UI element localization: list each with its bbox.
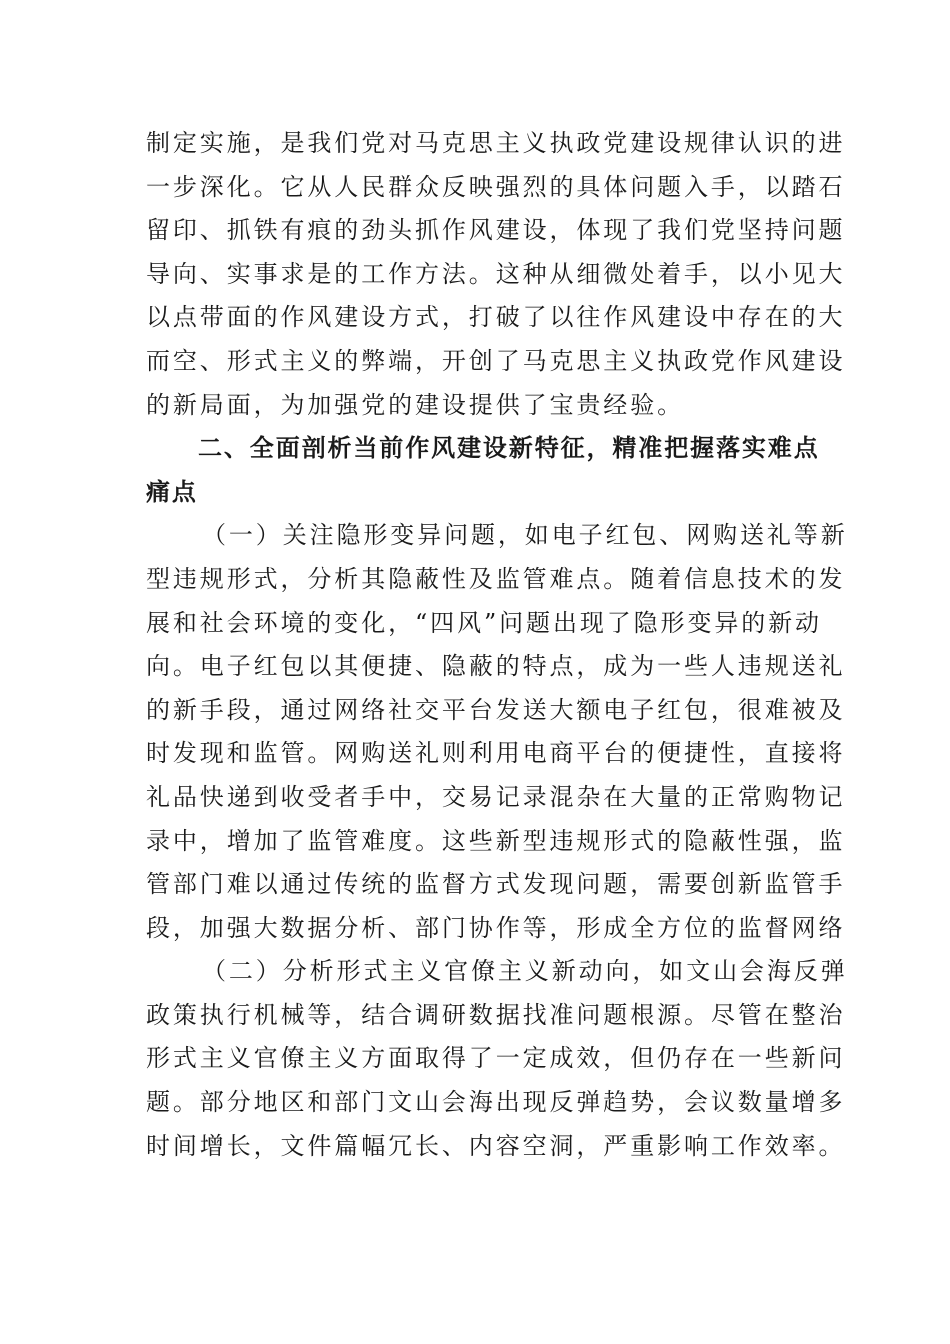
heading-line: 痛点 (146, 477, 198, 506)
text-line: 一步深化。它从人民群众反映强烈的具体问题入手，以踏石 (146, 172, 846, 201)
text-line: 留印、抓铁有痕的劲头抓作风建设，体现了我们党坚持问题 (146, 216, 846, 245)
paragraph-sub-2 (146, 950, 848, 1168)
text-line: 时发现和监管。网购送礼则利用电商平台的便捷性，直接将 (146, 739, 846, 768)
text-line: 形式主义官僚主义方面取得了一定成效，但仍存在一些新问 (146, 1044, 846, 1073)
document-page (146, 122, 848, 1168)
text-line: 制定实施，是我们党对马克思主义执政党建设规律认识的进 (146, 129, 846, 157)
text-line: 礼品快递到收受者手中，交易记录混杂在大量的正常购物记 (146, 782, 846, 811)
text-line: 而空、形式主义的弊端，开创了马克思主义执政党作风建设 (146, 346, 846, 375)
text-line: 展和社会环境的变化，“四风”问题出现了隐形变异的新动 (146, 608, 822, 637)
text-line: 向。电子红包以其便捷、隐蔽的特点，成为一些人违规送礼 (146, 652, 846, 681)
text-line: 的新局面，为加强党的建设提供了宝贵经验。 (146, 390, 684, 419)
text-line: 管部门难以通过传统的监督方式发现问题，需要创新监管手 (146, 870, 846, 899)
text-line: 型违规形式，分析其隐蔽性及监管难点。随着信息技术的发 (146, 564, 846, 593)
paragraph-intro (146, 122, 846, 427)
heading-line: 二、全面剖析当前作风建设新特征，精准把握落实难点 (198, 434, 820, 463)
text-line: 题。部分地区和部门文山会海出现反弹趋势，会议数量增多 (146, 1088, 846, 1117)
text-line: 录中，增加了监管难度。这些新型违规形式的隐蔽性强，监 (146, 826, 846, 855)
text-line: 导向、实事求是的工作方法。这种从细微处着手，以小见大 (146, 259, 846, 288)
text-line: 的新手段，通过网络社交平台发送大额电子红包，很难被及 (146, 695, 846, 724)
paragraph-sub-1 (146, 514, 848, 950)
section-heading-2 (146, 427, 820, 514)
text-line: （二）分析形式主义官僚主义新动向，如文山会海反弹 (202, 957, 848, 986)
text-line: 段，加强大数据分析、部门协作等，形成全方位的监督网络 (146, 913, 846, 942)
text-line: （一）关注隐形变异问题，如电子红包、网购送礼等新 (202, 521, 848, 550)
text-line: 以点带面的作风建设方式，打破了以往作风建设中存在的大 (146, 303, 846, 332)
text-line: 时间增长，文件篇幅冗长、内容空洞，严重影响工作效率。 (146, 1131, 846, 1160)
text-line: 政策执行机械等，结合调研数据找准问题根源。尽管在整治 (146, 1000, 846, 1029)
